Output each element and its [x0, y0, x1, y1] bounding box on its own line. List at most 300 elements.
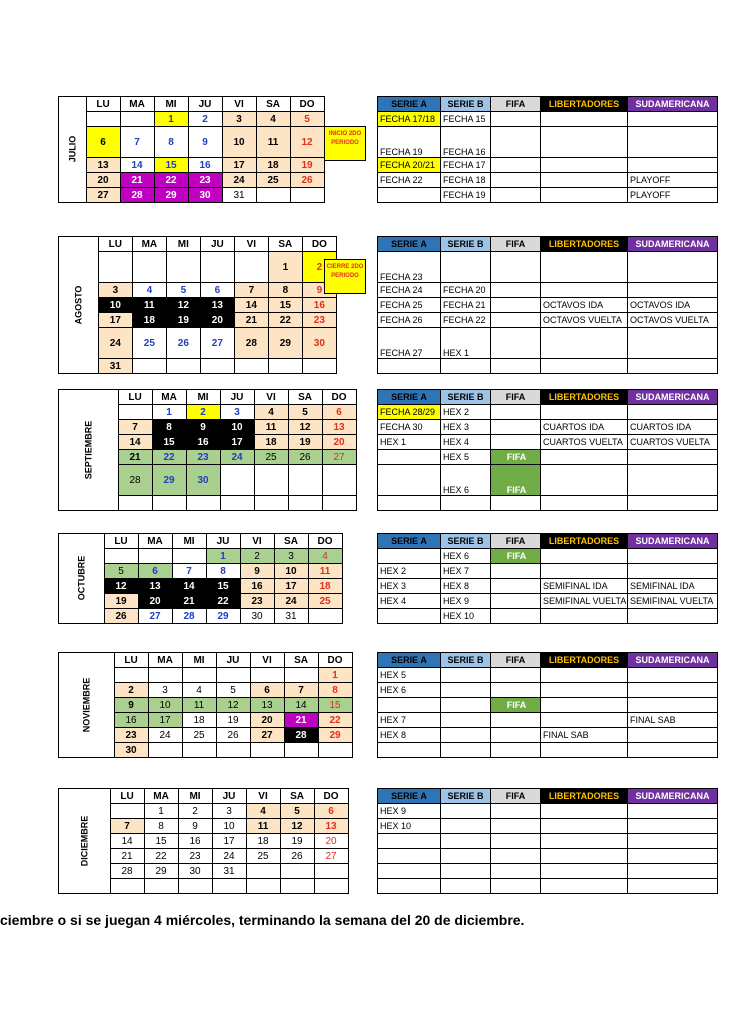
schedule-cell: CUARTOS IDA	[541, 420, 628, 435]
day-cell: 13	[138, 579, 172, 594]
day-cell: 17	[212, 834, 246, 849]
day-cell: 2	[188, 112, 222, 127]
weekday-header: VI	[246, 789, 280, 804]
weekday-header: LU	[110, 789, 144, 804]
day-cell	[302, 359, 336, 374]
day-cell: 7	[118, 420, 152, 435]
month-name: DICIEMBRE	[79, 815, 90, 866]
day-cell: 3	[98, 283, 132, 298]
day-cell: 31	[274, 609, 308, 624]
day-cell: 4	[246, 804, 280, 819]
day-cell	[166, 252, 200, 283]
schedule-cell	[378, 698, 441, 713]
day-cell: 16	[240, 579, 274, 594]
weekday-header: MA	[120, 97, 154, 112]
day-cell: 24	[222, 173, 256, 188]
day-cell: 19	[216, 713, 250, 728]
weekday-header: MI	[166, 237, 200, 252]
day-cell	[246, 864, 280, 879]
day-cell: 20	[200, 313, 234, 328]
schedule-cell	[441, 743, 491, 758]
day-cell	[98, 252, 132, 283]
schedule-cell	[491, 359, 541, 374]
schedule-cell	[628, 450, 718, 465]
schedule-cell: OCTAVOS VUELTA	[628, 313, 718, 328]
schedule-cell	[541, 668, 628, 683]
day-cell: 6	[86, 127, 120, 158]
day-cell	[86, 112, 120, 127]
day-cell: 29	[152, 465, 186, 496]
day-cell: 19	[280, 834, 314, 849]
day-cell: 2	[302, 252, 336, 283]
schedule-cell	[441, 864, 491, 879]
serie-a-header: SERIE A	[378, 789, 441, 804]
weekday-header: LU	[104, 534, 138, 549]
day-cell: 9	[302, 283, 336, 298]
day-cell: 16	[188, 158, 222, 173]
schedule-cell	[628, 834, 718, 849]
month-name: OCTUBRE	[76, 555, 87, 601]
day-cell: 22	[154, 173, 188, 188]
schedule-cell	[378, 496, 441, 511]
day-cell	[212, 879, 246, 894]
day-cell	[216, 743, 250, 758]
day-cell: 22	[152, 450, 186, 465]
day-cell: 11	[182, 698, 216, 713]
schedule-cell	[541, 328, 628, 359]
day-cell	[132, 252, 166, 283]
schedule-cell	[441, 713, 491, 728]
schedule-cell: HEX 4	[378, 594, 441, 609]
weekday-header: VI	[222, 97, 256, 112]
schedule-cell	[541, 465, 628, 496]
day-cell: 21	[172, 594, 206, 609]
schedule-cell: SEMIFINAL IDA	[628, 579, 718, 594]
schedule-cell: HEX 9	[378, 804, 441, 819]
schedule-cell	[541, 834, 628, 849]
day-cell	[256, 188, 290, 203]
day-cell: 9	[114, 698, 148, 713]
schedule-cell	[628, 609, 718, 624]
day-cell	[280, 879, 314, 894]
serie-b-header: SERIE B	[441, 390, 491, 405]
day-cell: 1	[144, 804, 178, 819]
day-cell	[246, 879, 280, 894]
schedule-cell	[541, 609, 628, 624]
schedule-cell	[541, 405, 628, 420]
fifa-header: FIFA	[491, 237, 541, 252]
day-cell: 26	[216, 728, 250, 743]
day-cell: 21	[234, 313, 268, 328]
day-cell: 17	[274, 579, 308, 594]
day-cell: 12	[280, 819, 314, 834]
schedule-cell	[628, 465, 718, 496]
serie-a-header: SERIE A	[378, 97, 441, 112]
day-cell: 26	[280, 849, 314, 864]
day-cell: 31	[222, 188, 256, 203]
day-cell: 24	[148, 728, 182, 743]
day-cell: 20	[322, 435, 356, 450]
weekday-header: MA	[138, 534, 172, 549]
sudamericana-header: SUDAMERICANA	[628, 97, 718, 112]
schedule-cell: FECHA 24	[378, 283, 441, 298]
schedule-cell: FECHA 17	[441, 158, 491, 173]
schedule-cell: FIFA	[491, 465, 541, 496]
serie-b-header: SERIE B	[441, 237, 491, 252]
day-cell: 13	[250, 698, 284, 713]
day-cell: 22	[318, 713, 352, 728]
schedule-cell	[491, 849, 541, 864]
competition-table	[377, 96, 718, 203]
period-note: CIERRE 2DO PERIODO	[324, 259, 366, 294]
schedule-cell	[441, 819, 491, 834]
day-cell: 5	[290, 112, 324, 127]
schedule-cell	[491, 496, 541, 511]
weekday-header: SA	[288, 390, 322, 405]
day-cell: 10	[274, 564, 308, 579]
schedule-cell: FECHA 19	[378, 127, 441, 158]
month-name: NOVIEMBRE	[81, 677, 92, 732]
day-cell: 25	[308, 594, 342, 609]
schedule-cell: HEX 1	[441, 328, 491, 359]
day-cell: 9	[240, 564, 274, 579]
day-cell: 10	[212, 819, 246, 834]
day-cell: 21	[120, 173, 154, 188]
day-cell: 20	[250, 713, 284, 728]
schedule-cell: FECHA 26	[378, 313, 441, 328]
day-cell: 1	[268, 252, 302, 283]
day-cell	[200, 359, 234, 374]
day-cell: 30	[178, 864, 212, 879]
sudamericana-header: SUDAMERICANA	[628, 534, 718, 549]
day-cell: 8	[144, 819, 178, 834]
day-cell	[148, 743, 182, 758]
day-cell: 5	[166, 283, 200, 298]
schedule-cell	[541, 112, 628, 127]
day-cell: 13	[322, 420, 356, 435]
schedule-cell: FIFA	[491, 549, 541, 564]
libertadores-header: LIBERTADORES	[541, 97, 628, 112]
day-cell	[114, 668, 148, 683]
schedule-cell	[491, 668, 541, 683]
day-cell: 21	[118, 450, 152, 465]
schedule-cell: HEX 1	[378, 435, 441, 450]
schedule-cell: CUARTOS IDA	[628, 420, 718, 435]
month-name: JULIO	[67, 135, 78, 163]
day-cell: 20	[314, 834, 348, 849]
fifa-header: FIFA	[491, 390, 541, 405]
schedule-cell: FECHA 27	[378, 328, 441, 359]
day-cell: 16	[302, 298, 336, 313]
schedule-cell: HEX 6	[441, 549, 491, 564]
weekday-header: LU	[118, 390, 152, 405]
serie-a-header: SERIE A	[378, 534, 441, 549]
day-cell: 20	[138, 594, 172, 609]
day-cell: 15	[152, 435, 186, 450]
schedule-cell	[541, 879, 628, 894]
schedule-cell	[541, 496, 628, 511]
day-cell	[284, 668, 318, 683]
schedule-cell	[491, 864, 541, 879]
day-cell: 27	[138, 609, 172, 624]
day-cell: 30	[114, 743, 148, 758]
day-cell: 22	[268, 313, 302, 328]
schedule-cell	[378, 549, 441, 564]
schedule-cell	[628, 819, 718, 834]
day-cell: 8	[206, 564, 240, 579]
schedule-cell: SEMIFINAL IDA	[541, 579, 628, 594]
schedule-cell	[628, 683, 718, 698]
libertadores-header: LIBERTADORES	[541, 653, 628, 668]
fifa-header: FIFA	[491, 97, 541, 112]
schedule-cell: HEX 5	[378, 668, 441, 683]
schedule-cell: HEX 8	[378, 728, 441, 743]
weekday-header: MA	[148, 653, 182, 668]
day-cell	[172, 549, 206, 564]
day-cell: 23	[186, 450, 220, 465]
schedule-cell	[491, 420, 541, 435]
day-cell	[280, 864, 314, 879]
libertadores-header: LIBERTADORES	[541, 237, 628, 252]
day-cell	[308, 609, 342, 624]
day-cell: 29	[318, 728, 352, 743]
day-cell: 17	[220, 435, 254, 450]
day-cell: 13	[314, 819, 348, 834]
period-note: INICIO 2DO PERIODO	[324, 126, 366, 161]
day-cell: 11	[246, 819, 280, 834]
schedule-cell	[628, 698, 718, 713]
day-cell: 16	[178, 834, 212, 849]
schedule-cell	[441, 834, 491, 849]
weekday-header: VI	[254, 390, 288, 405]
schedule-cell	[628, 496, 718, 511]
schedule-cell	[378, 609, 441, 624]
weekday-header: JU	[206, 534, 240, 549]
schedule-cell	[491, 173, 541, 188]
schedule-cell	[441, 683, 491, 698]
day-cell: 18	[132, 313, 166, 328]
day-cell: 2	[178, 804, 212, 819]
schedule-cell	[628, 804, 718, 819]
schedule-cell	[628, 328, 718, 359]
day-cell: 6	[322, 405, 356, 420]
schedule-cell: FECHA 23	[378, 252, 441, 283]
day-cell: 15	[144, 834, 178, 849]
schedule-cell	[628, 879, 718, 894]
schedule-cell: CUARTOS VUELTA	[541, 435, 628, 450]
day-cell	[250, 668, 284, 683]
schedule-cell: HEX 10	[441, 609, 491, 624]
day-cell: 17	[222, 158, 256, 173]
schedule-cell	[541, 849, 628, 864]
schedule-cell	[541, 450, 628, 465]
day-cell: 18	[246, 834, 280, 849]
weekday-header: VI	[240, 534, 274, 549]
day-cell: 21	[110, 849, 144, 864]
day-cell: 11	[308, 564, 342, 579]
day-cell: 14	[284, 698, 318, 713]
schedule-cell	[628, 864, 718, 879]
schedule-cell	[378, 450, 441, 465]
day-cell	[284, 743, 318, 758]
day-cell: 19	[290, 158, 324, 173]
weekday-header: MI	[178, 789, 212, 804]
day-cell: 18	[182, 713, 216, 728]
schedule-cell	[378, 864, 441, 879]
schedule-cell	[628, 283, 718, 298]
day-cell: 10	[222, 127, 256, 158]
day-cell	[178, 879, 212, 894]
weekday-header: LU	[114, 653, 148, 668]
competition-table	[377, 533, 718, 624]
schedule-cell: FECHA 15	[441, 112, 491, 127]
day-cell: 14	[234, 298, 268, 313]
weekday-header: SA	[280, 789, 314, 804]
competition-table	[377, 788, 718, 894]
schedule-cell	[541, 127, 628, 158]
day-cell	[118, 405, 152, 420]
schedule-cell	[628, 549, 718, 564]
sudamericana-header: SUDAMERICANA	[628, 653, 718, 668]
schedule-cell	[491, 188, 541, 203]
day-cell	[220, 496, 254, 511]
schedule-cell	[378, 849, 441, 864]
day-cell: 31	[212, 864, 246, 879]
day-cell: 27	[250, 728, 284, 743]
day-cell	[110, 879, 144, 894]
day-cell: 26	[290, 173, 324, 188]
schedule-cell	[628, 743, 718, 758]
schedule-cell: HEX 10	[378, 819, 441, 834]
day-cell: 28	[120, 188, 154, 203]
schedule-cell: FECHA 22	[378, 173, 441, 188]
month-name: AGOSTO	[73, 285, 84, 324]
weekday-header: DO	[322, 390, 356, 405]
schedule-cell	[491, 564, 541, 579]
day-cell: 12	[166, 298, 200, 313]
day-cell: 3	[212, 804, 246, 819]
serie-a-header: SERIE A	[378, 390, 441, 405]
schedule-cell	[441, 804, 491, 819]
schedule-cell: FECHA 19	[441, 188, 491, 203]
day-cell	[250, 743, 284, 758]
day-cell: 18	[254, 435, 288, 450]
day-cell: 6	[138, 564, 172, 579]
day-cell: 9	[178, 819, 212, 834]
schedule-cell	[628, 405, 718, 420]
day-cell: 19	[104, 594, 138, 609]
schedule-cell: OCTAVOS IDA	[628, 298, 718, 313]
day-cell: 8	[154, 127, 188, 158]
weekday-header: DO	[290, 97, 324, 112]
day-cell	[104, 549, 138, 564]
sudamericana-header: SUDAMERICANA	[628, 789, 718, 804]
schedule-cell	[541, 683, 628, 698]
schedule-cell: OCTAVOS VUELTA	[541, 313, 628, 328]
day-cell: 11	[256, 127, 290, 158]
day-cell: 6	[200, 283, 234, 298]
day-cell: 27	[322, 450, 356, 465]
serie-b-header: SERIE B	[441, 789, 491, 804]
day-cell: 11	[132, 298, 166, 313]
schedule-cell	[541, 158, 628, 173]
schedule-cell: PLAYOFF	[628, 173, 718, 188]
schedule-cell	[541, 549, 628, 564]
day-cell: 11	[254, 420, 288, 435]
schedule-cell	[491, 112, 541, 127]
day-cell	[288, 465, 322, 496]
day-cell: 5	[104, 564, 138, 579]
schedule-cell	[628, 158, 718, 173]
schedule-cell	[491, 579, 541, 594]
weekday-header: MI	[182, 653, 216, 668]
day-cell: 1	[154, 112, 188, 127]
day-cell: 23	[114, 728, 148, 743]
schedule-cell: HEX 6	[378, 683, 441, 698]
day-cell: 15	[318, 698, 352, 713]
day-cell: 27	[314, 849, 348, 864]
schedule-cell: SEMIFINAL VUELTA	[628, 594, 718, 609]
weekday-header: LU	[86, 97, 120, 112]
schedule-cell: FECHA 20/21	[378, 158, 441, 173]
schedule-cell	[541, 698, 628, 713]
day-cell: 25	[132, 328, 166, 359]
day-cell	[132, 359, 166, 374]
weekday-header: JU	[220, 390, 254, 405]
schedule-cell	[541, 743, 628, 758]
day-cell: 17	[98, 313, 132, 328]
schedule-cell: FIFA	[491, 450, 541, 465]
schedule-cell	[441, 252, 491, 283]
day-cell: 30	[240, 609, 274, 624]
day-cell	[138, 549, 172, 564]
libertadores-header: LIBERTADORES	[541, 534, 628, 549]
day-cell: 7	[120, 127, 154, 158]
schedule-cell	[491, 435, 541, 450]
weekday-header: MI	[172, 534, 206, 549]
day-cell: 28	[110, 864, 144, 879]
schedule-cell	[491, 743, 541, 758]
day-cell	[110, 804, 144, 819]
day-cell	[186, 496, 220, 511]
day-cell: 12	[104, 579, 138, 594]
day-cell	[234, 252, 268, 283]
schedule-cell: HEX 9	[441, 594, 491, 609]
schedule-cell	[491, 283, 541, 298]
schedule-cell: PLAYOFF	[628, 188, 718, 203]
day-cell: 29	[154, 188, 188, 203]
day-cell	[182, 668, 216, 683]
weekday-header: LU	[98, 237, 132, 252]
day-cell: 3	[274, 549, 308, 564]
day-cell	[290, 188, 324, 203]
day-cell: 23	[240, 594, 274, 609]
day-cell: 14	[120, 158, 154, 173]
day-cell: 4	[254, 405, 288, 420]
competition-table	[377, 389, 718, 511]
schedule-cell	[541, 252, 628, 283]
day-cell	[200, 252, 234, 283]
day-cell: 22	[144, 849, 178, 864]
day-cell: 14	[110, 834, 144, 849]
day-cell: 4	[308, 549, 342, 564]
day-cell	[318, 743, 352, 758]
schedule-cell: CUARTOS VUELTA	[628, 435, 718, 450]
schedule-cell	[541, 819, 628, 834]
schedule-cell: FECHA 20	[441, 283, 491, 298]
schedule-cell	[441, 879, 491, 894]
month-calendar	[58, 533, 343, 624]
